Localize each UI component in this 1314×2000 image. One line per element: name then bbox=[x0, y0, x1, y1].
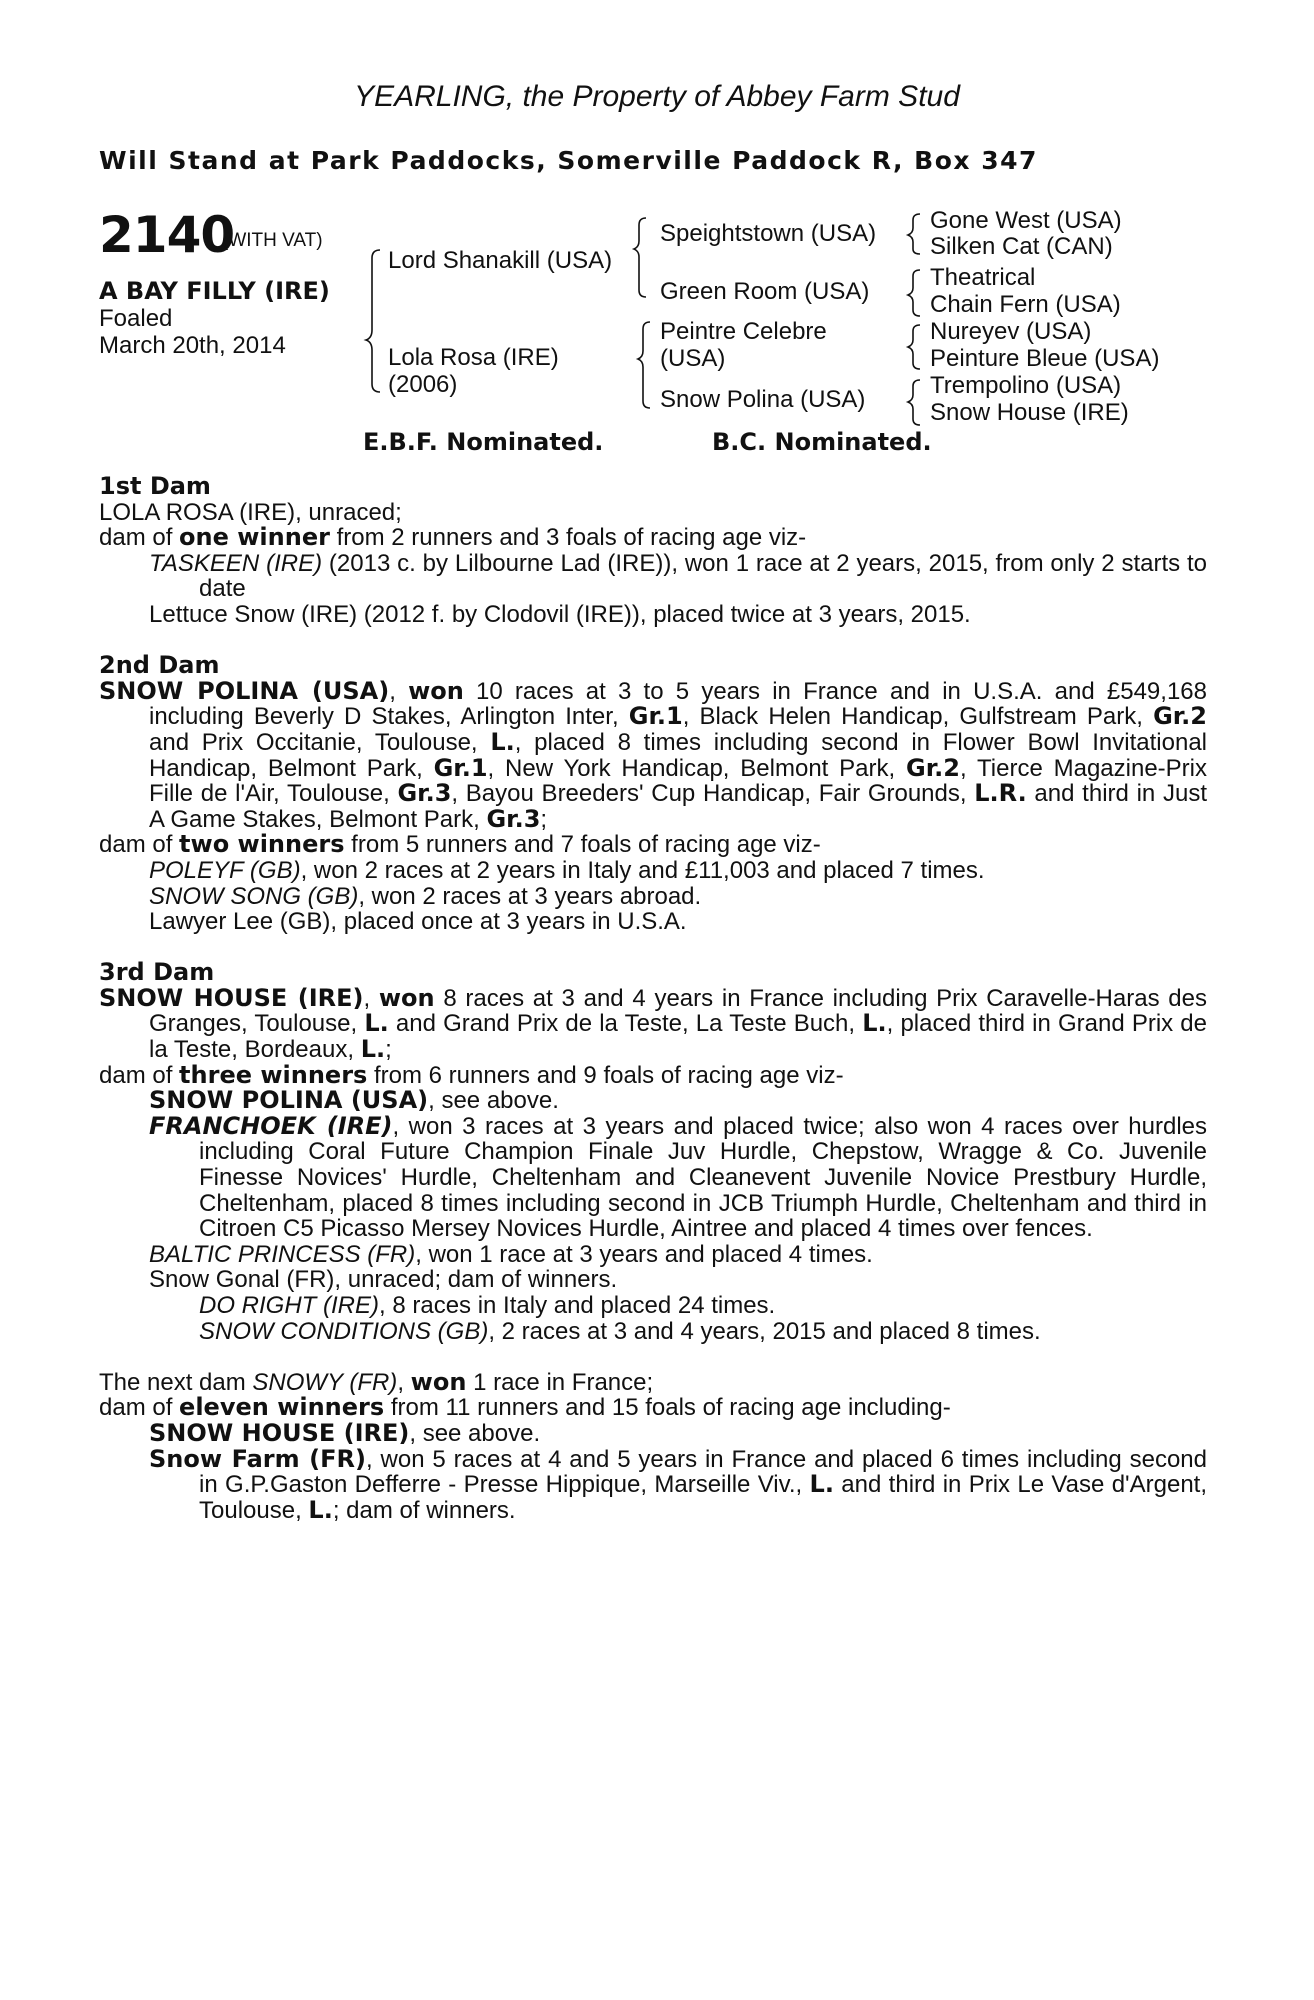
bc-nominated: B.C. Nominated. bbox=[712, 428, 932, 456]
dam: Lola Rosa (IRE) bbox=[388, 344, 559, 371]
second-dam-record: SNOW POLINA (USA), won 10 races at 3 to 5 years in France and in U.S.A. and £549,168 including Beverly D Stakes, Arlington Inter, Gr.1, Black Helen Handicap, Gulfstream Park, Gr.2 and Prix Occitanie, Toulouse, L., placed 8 times including second in Flower Bowl Invitational Handicap, Belmont Park, Gr.1, New York Handicap, Belmont Park, Gr.2, Tierce Magazine-Prix Fille de l'Air, Toulouse, Gr.3, Bayou Breeders' Cup Handicap, Fair Grounds, L.R. and third in Just A Game Stakes, Belmont Park, Gr.3; bbox=[99, 676, 1208, 833]
second-dam-summary: dam of two winners from 5 runners and 7 foals of racing age viz- bbox=[99, 830, 821, 859]
dam-sire: Peintre Celebre bbox=[660, 318, 827, 345]
dam-sire-country: (USA) bbox=[660, 345, 726, 372]
second-dam-offspring-3: Lawyer Lee (GB), placed once at 3 years in U.S.A. bbox=[149, 908, 687, 936]
first-dam-summary: dam of one winner from 2 runners and 3 foals of racing age viz- bbox=[99, 523, 807, 552]
horse-name: A BAY FILLY (IRE) bbox=[99, 277, 330, 305]
stand-location: Will Stand at Park Paddocks, Somerville Paddock R, Box 347 bbox=[99, 146, 1038, 175]
sire-sire-sire: Gone West (USA) bbox=[930, 207, 1122, 234]
third-dam-record: SNOW HOUSE (IRE), won 8 races at 3 and 4 years in France including Prix Caravelle-Haras des Granges, Toulouse, L. and Grand Prix de la Teste, La Teste Buch, L., placed third in Grand Prix de la Teste, Bordeaux, L.; bbox=[99, 983, 1207, 1064]
sire-dam-sire: Theatrical bbox=[930, 264, 1036, 291]
third-dam-offspring-2: FRANCHOEK (IRE), won 3 races at 3 years and placed twice; also won 4 races over hurdles including Coral Future Champion Finale Juv Hurdle, Chepstow, Wragge & Co. Juvenile Finesse Novices' Hurdle, Cheltenham and Cleanevent Juvenile Novice Prestbury Hurdle, Cheltenham, placed 8 times including second in JCB Triumph Hurdle, Cheltenham and third in Citroen C5 Picasso Mersey Novices Hurdle, Aintree and placed 4 times over fences. bbox=[149, 1111, 1207, 1243]
third-dam-offspring-1: SNOW POLINA (USA), see above. bbox=[149, 1086, 559, 1115]
sire-sire-dam: Silken Cat (CAN) bbox=[930, 233, 1113, 260]
next-dam-offspring-2: Snow Farm (FR), won 5 races at 4 and 5 years in France and placed 6 times including second in G.P.Gaston Defferre - Presse Hippique, Marseille Viv., L. and third in Prix Le Vase d'Argent, Toulouse, L.; dam of winners. bbox=[149, 1444, 1207, 1524]
sire-sire: Speightstown (USA) bbox=[660, 220, 877, 247]
brace-gen3-c bbox=[908, 325, 920, 369]
brace-gen1 bbox=[366, 250, 380, 392]
second-dam-offspring-1: POLEYF (GB), won 2 races at 2 years in Italy and £11,003 and placed 7 times. bbox=[149, 856, 985, 884]
page-title: YEARLING, the Property of Abbey Farm Stud bbox=[354, 80, 960, 113]
first-dam-name: LOLA ROSA (IRE), unraced; bbox=[99, 498, 402, 526]
produce-record bbox=[99, 474, 1207, 1523]
third-dam-summary: dam of three winners from 6 runners and 9 foals of racing age viz- bbox=[99, 1060, 844, 1089]
sire: Lord Shanakill (USA) bbox=[388, 247, 613, 274]
first-dam-offspring-2: Lettuce Snow (IRE) (2012 f. by Clodovil (IRE)), placed twice at 3 years, 2015. bbox=[149, 600, 971, 628]
dam-sire-dam: Peinture Bleue (USA) bbox=[930, 345, 1160, 372]
dam-dam-dam: Snow House (IRE) bbox=[930, 399, 1129, 426]
dam-year: (2006) bbox=[388, 371, 458, 398]
second-dam-heading: 2nd Dam bbox=[99, 651, 220, 680]
brace-gen2-sire bbox=[634, 218, 646, 297]
next-dam-record: The next dam SNOWY (FR), won 1 race in France; bbox=[99, 1367, 654, 1396]
brace-gen3-b bbox=[908, 270, 920, 316]
brace-gen3-d bbox=[908, 380, 920, 425]
sire-dam-dam: Chain Fern (USA) bbox=[930, 291, 1121, 318]
third-dam-grandchild-2: SNOW CONDITIONS (GB), 2 races at 3 and 4 years, 2015 and placed 8 times. bbox=[199, 1317, 1041, 1345]
ebf-nominated: E.B.F. Nominated. bbox=[363, 428, 604, 456]
second-dam-offspring-2: SNOW SONG (GB), won 2 races at 3 years abroad. bbox=[149, 882, 702, 910]
third-dam-heading: 3rd Dam bbox=[99, 958, 215, 987]
next-dam-offspring-1: SNOW HOUSE (IRE), see above. bbox=[149, 1418, 541, 1447]
sire-dam: Green Room (USA) bbox=[660, 278, 870, 305]
vat-label: (WITH VAT) bbox=[222, 230, 323, 251]
third-dam-grandchild-1: DO RIGHT (IRE), 8 races in Italy and placed 24 times. bbox=[199, 1292, 776, 1319]
lot-number: 2140 bbox=[99, 206, 235, 264]
first-dam-offspring-1: TASKEEN (IRE) (2013 c. by Lilbourne Lad (IRE)), won 1 race at 2 years, 2015, from only 2 starts to date bbox=[149, 549, 1207, 603]
next-dam-summary: dam of eleven winners from 11 runners and 15 foals of racing age including- bbox=[99, 1393, 951, 1422]
foaled-label: Foaled bbox=[99, 305, 173, 332]
brace-gen2-dam bbox=[638, 322, 650, 408]
first-dam-heading: 1st Dam bbox=[99, 472, 211, 500]
brace-gen3-a bbox=[908, 214, 920, 254]
foaled-date: March 20th, 2014 bbox=[99, 332, 286, 359]
third-dam-offspring-4: Snow Gonal (FR), unraced; dam of winners. bbox=[149, 1266, 618, 1294]
dam-dam-sire: Trempolino (USA) bbox=[930, 372, 1122, 399]
third-dam-offspring-3: BALTIC PRINCESS (FR), won 1 race at 3 years and placed 4 times. bbox=[149, 1240, 873, 1268]
dam-dam: Snow Polina (USA) bbox=[660, 386, 866, 413]
dam-sire-sire: Nureyev (USA) bbox=[930, 318, 1092, 345]
